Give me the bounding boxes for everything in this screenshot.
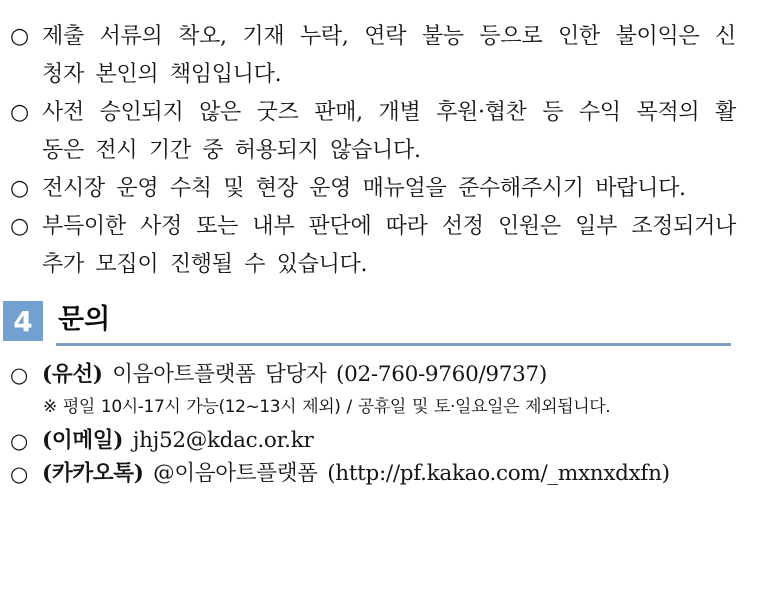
notice-text-line: 청자 본인의 책임입니다. [42, 62, 282, 87]
list-item [0, 208, 736, 284]
notice-text-line: 제출 서류의 착오, 기재 누락, 연락 불능 등으로 인한 불이익은 신 [42, 24, 736, 49]
circle-bullet-icon: ○ [10, 429, 29, 453]
contact-phone-note: ※ 평일 10시-17시 가능(12~13시 제외) / 공휴일 및 토·일요일은 제외됩니다. [43, 397, 611, 417]
contact-email-value: jhj52@kdac.or.kr [132, 428, 314, 453]
section-title-underline [56, 301, 731, 346]
contact-phone-value: 이음아트플랫폼 담당자 (02-760-9760/9737) [112, 362, 547, 387]
contact-email-row [0, 425, 738, 457]
section-number: 4 [13, 304, 33, 338]
notice-text-line: 부득이한 사정 또는 내부 판단에 따라 선정 인원은 일부 조정되거나 [42, 214, 736, 239]
notice-text-line: 동은 전시 기간 중 허용되지 않습니다. [42, 138, 421, 163]
notice-text-line: 사전 승인되지 않은 굿즈 판매, 개별 후원·협찬 등 수익 목적의 활 [42, 100, 736, 125]
circle-bullet-icon: ○ [10, 214, 30, 239]
contact-kakao-row [0, 458, 738, 490]
circle-bullet-icon: ○ [10, 24, 30, 49]
circle-bullet-icon: ○ [10, 363, 29, 387]
list-item [0, 18, 736, 94]
notice-text-line: 추가 모집이 진행될 수 있습니다. [42, 252, 368, 277]
section-header [3, 301, 731, 346]
contact-phone-row [0, 359, 738, 391]
circle-bullet-icon: ○ [10, 176, 30, 201]
circle-bullet-icon: ○ [10, 100, 30, 125]
list-item [0, 94, 736, 170]
contact-kakao-value: @이음아트플랫폼 (http://pf.kakao.com/_mxnxdxfn) [153, 461, 670, 486]
contact-email-label: (이메일) [42, 428, 124, 453]
list-item [0, 170, 736, 208]
contact-list [0, 359, 758, 490]
contact-phone-label: (유선) [42, 362, 103, 387]
notice-text-line: 전시장 운영 수칙 및 현장 운영 매뉴얼을 준수해주시기 바랍니다. [42, 176, 686, 201]
contact-kakao-label: (카카오톡) [42, 461, 144, 486]
circle-bullet-icon: ○ [10, 462, 29, 486]
section-number-badge [3, 301, 43, 341]
notice-list [0, 0, 758, 284]
section-title: 문의 [58, 304, 111, 335]
